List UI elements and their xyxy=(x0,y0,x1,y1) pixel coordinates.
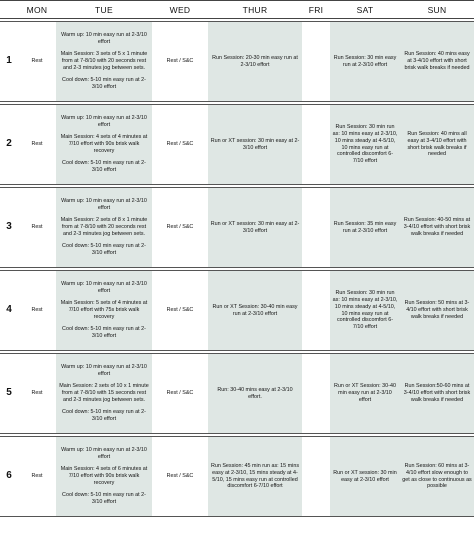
cell-fri xyxy=(302,354,330,434)
cell-tue xyxy=(56,105,152,185)
tue-cooldown: Cool down: 5-10 min easy run at 2-3/10 effort xyxy=(62,408,146,422)
tue-warmup: Warm up: 10 min easy run at 2-3/10 effort xyxy=(61,364,147,378)
tue-main: Main Session: 2 sets of 8 x 1 minute from at 7-8/10 with 20 seconds rest and 2-3 minutes jog between sets. xyxy=(60,217,148,237)
header-sat: SAT xyxy=(330,1,400,19)
tue-warmup: Warm up: 10 min easy run at 2-3/10 effort xyxy=(61,281,147,295)
cell-mon: Rest xyxy=(18,22,56,102)
cell-fri xyxy=(302,105,330,185)
cell-sun: Run Session: 50 mins at 3-4/10 effort with short brisk walk breaks if needed xyxy=(400,271,474,351)
header-fri: FRI xyxy=(302,1,330,19)
cell-tue xyxy=(56,188,152,268)
cell-wed: Rest / S&C xyxy=(152,354,208,434)
tue-warmup: Warm up: 10 min easy run at 2-3/10 effort xyxy=(61,198,147,212)
cell-thur: Run or XT session: 30 min easy at 2-3/10 effort xyxy=(208,105,302,185)
cell-mon: Rest xyxy=(18,437,56,517)
cell-tue xyxy=(56,271,152,351)
tue-main: Main Session: 2 sets of 10 x 1 minute from at 7-8/10 with 15 seconds rest and 2-3 minutes jog between sets. xyxy=(59,383,149,403)
week-number: 5 xyxy=(0,354,18,434)
tue-cooldown: Cool down: 5-10 min easy run at 2-3/10 effort xyxy=(62,159,146,173)
header-sun: SUN xyxy=(400,1,474,19)
week-number: 4 xyxy=(0,271,18,351)
table-row xyxy=(0,105,474,185)
cell-wed: Rest / S&C xyxy=(152,22,208,102)
cell-thur: Run Session: 20-30 min easy run at 2-3/10 effort xyxy=(208,22,302,102)
cell-wed: Rest / S&C xyxy=(152,271,208,351)
cell-sat: Run or XT Session: 30-40 min easy run at 2-3/10 effort xyxy=(330,354,400,434)
cell-sun: Run Session: 40 mins all easy at 3-4/10 effort with short brisk walk breaks if needed xyxy=(400,105,474,185)
table-row xyxy=(0,354,474,434)
table-row xyxy=(0,437,474,517)
cell-fri xyxy=(302,188,330,268)
week-number: 6 xyxy=(0,437,18,517)
cell-sat: Run Session: 30 min run as: 10 mins easy at 2-3/10, 10 mins steady at 4-5/10, 10 mins easy run at controlled discomfort 6-7/10 effort xyxy=(330,105,400,185)
cell-sat: Run or XT session: 30 min easy at 2-3/10 effort xyxy=(330,437,400,517)
cell-mon: Rest xyxy=(18,271,56,351)
tue-main: Main Session: 5 sets of 4 minutes at 7/10 effort with 75s brisk walk recovery xyxy=(60,300,148,320)
header-tue: TUE xyxy=(56,1,152,19)
cell-wed: Rest / S&C xyxy=(152,105,208,185)
cell-wed: Rest / S&C xyxy=(152,437,208,517)
tue-cooldown: Cool down: 5-10 min easy run at 2-3/10 effort xyxy=(62,325,146,339)
cell-sat: Run Session: 30 min easy run at 2-3/10 effort xyxy=(330,22,400,102)
tue-cooldown: Cool down: 5-10 min easy run at 2-3/10 effort xyxy=(62,242,146,256)
cell-fri xyxy=(302,271,330,351)
cell-sun: Run Session:50-60 mins at 3-4/10 effort with short brisk walk breaks if needed xyxy=(400,354,474,434)
tue-cooldown: Cool down: 5-10 min easy run at 2-3/10 effort xyxy=(62,76,146,90)
tue-warmup: Warm up: 10 min easy run at 2-3/10 effort xyxy=(61,115,147,129)
tue-main: Main Session: 4 sets of 6 minutes at 7/10 effort with 90s brisk walk recovery xyxy=(60,466,148,486)
cell-wed: Rest / S&C xyxy=(152,188,208,268)
table-row xyxy=(0,271,474,351)
tue-warmup: Warm up: 10 min easy run at 2-3/10 effort xyxy=(61,32,147,46)
cell-sun: Run Session: 40-50 mins at 3-4/10 effort with short brisk walk breaks if needed xyxy=(400,188,474,268)
header-week xyxy=(0,1,18,19)
week-number: 1 xyxy=(0,22,18,102)
table-header xyxy=(0,1,474,19)
tue-cooldown: Cool down: 5-10 min easy run at 2-3/10 effort xyxy=(62,491,146,505)
header-thur: THUR xyxy=(208,1,302,19)
header-wed: WED xyxy=(152,1,208,19)
tue-warmup: Warm up: 10 min easy run at 2-3/10 effort xyxy=(61,447,147,461)
cell-fri xyxy=(302,22,330,102)
header-mon: MON xyxy=(18,1,56,19)
cell-mon: Rest xyxy=(18,354,56,434)
cell-mon: Rest xyxy=(18,105,56,185)
cell-tue xyxy=(56,22,152,102)
cell-thur: Run or XT Session: 30-40 min easy run at 2-3/10 effort xyxy=(208,271,302,351)
cell-sat: Run Session: 35 min easy run at 2-3/10 effort xyxy=(330,188,400,268)
tue-main: Main Session: 4 sets of 4 minutes at 7/10 effort with 90s brisk walk recovery xyxy=(60,134,148,154)
week-number: 3 xyxy=(0,188,18,268)
cell-tue xyxy=(56,354,152,434)
week-number: 2 xyxy=(0,105,18,185)
cell-tue xyxy=(56,437,152,517)
tue-main: Main Session: 3 sets of 5 x 1 minute from at 7-8/10 with 20 seconds rest and 2-3 minutes jog between sets. xyxy=(60,51,148,71)
table-row xyxy=(0,22,474,102)
table-row xyxy=(0,188,474,268)
cell-sun: Run Session: 40 mins easy at 3-4/10 effort with short brisk walk breaks if needed xyxy=(400,22,474,102)
cell-thur: Run: 30-40 mins easy at 2-3/10 effort. xyxy=(208,354,302,434)
cell-thur: Run Session: 45 min run as: 15 mins easy at 2-3/10, 15 mins steady at 4-5/10, 15 mins easy run at controlled discomfort 6-7/10 effort xyxy=(208,437,302,517)
cell-thur: Run or XT session: 30 min easy at 2-3/10 effort xyxy=(208,188,302,268)
cell-sat: Run Session: 30 min run as: 10 mins easy at 2-3/10, 10 mins steady at 4-5/10, 10 mins easy run at controlled discomfort 6-7/10 effort xyxy=(330,271,400,351)
cell-sun: Run Session: 60 mins at 3-4/10 effort slow enough to get as close to continuous as possible xyxy=(400,437,474,517)
cell-fri xyxy=(302,437,330,517)
cell-mon: Rest xyxy=(18,188,56,268)
